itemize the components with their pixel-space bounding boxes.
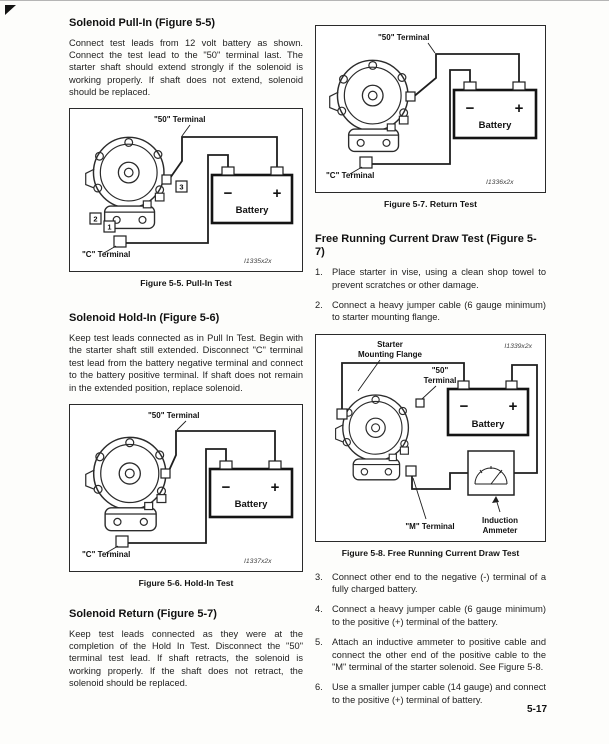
battery: [212, 167, 292, 223]
step-text: Attach an inductive ammeter to positive cable and connect the other end of the positive cable to the "M" terminal of the starter solenoid. See Figure 5-8.: [332, 637, 546, 672]
label-50-line1: "50": [431, 365, 449, 375]
m-terminal-clamp: [406, 466, 416, 476]
label-m-terminal: "M" Terminal: [405, 521, 455, 531]
arrowhead: [492, 496, 499, 503]
step-number: 1.: [315, 267, 323, 278]
scan-corner-mark: [5, 5, 16, 15]
step-number: 4.: [315, 604, 323, 615]
figure-ref: I1335x2x: [244, 258, 272, 266]
label-c-terminal: "C" Terminal: [82, 549, 131, 559]
battery-plus: +: [514, 100, 524, 117]
caption-figure-5-7: Figure 5-7. Return Test: [384, 199, 477, 209]
leader-50: [182, 125, 190, 136]
battery-label: Battery: [235, 205, 269, 217]
label-c-terminal: "C" Terminal: [82, 250, 131, 260]
battery-minus: −: [221, 478, 231, 496]
step-6: [315, 681, 546, 706]
terminal-clamp: [406, 92, 415, 101]
label-50-terminal: "50" Terminal: [378, 33, 430, 42]
battery: [448, 381, 528, 435]
heading-solenoid-pull-in: Solenoid Pull-In (Figure 5-5): [69, 17, 216, 29]
step-4: [315, 603, 546, 628]
starter-motor-illustration: [86, 437, 166, 530]
label-induction-line2: Ammeter: [482, 525, 518, 535]
battery-minus: −: [465, 100, 475, 117]
step-3: [315, 571, 546, 596]
wire-m-terminal-lead: [412, 473, 468, 489]
figure-5-7: [315, 25, 546, 193]
terminal-clamp: [162, 175, 171, 184]
leader-50: [422, 386, 436, 399]
caption-figure-5-8: Figure 5-8. Free Running Current Draw Test: [341, 547, 520, 558]
c-terminal-clamp: [360, 157, 372, 168]
step-text: Connect a heavy jumper cable (6 gauge minimum) to the positive (+) terminal of the battery.: [332, 604, 546, 627]
c-terminal-clamp: [116, 536, 128, 547]
figure-5-8-diagram: [316, 335, 545, 541]
figure-5-6: [69, 404, 303, 572]
paragraph-solenoid-return: Keep test leads connected as they were at the completion of the Hold In Test. Disconnect the "50" terminal test lead. If shaft retracts, the solenoid is working properly. If the shaft does not retract, the solenoid should be replaced.: [69, 628, 303, 688]
step-number: 6.: [315, 682, 323, 693]
figure-5-5: [69, 108, 303, 272]
battery-label: Battery: [234, 498, 268, 510]
callout-1: [104, 221, 115, 232]
battery-label: Battery: [471, 418, 505, 430]
starter-motor-illustration: [330, 60, 408, 151]
figure-ref: I1337x2x: [244, 557, 272, 565]
steps-3-6: [315, 571, 546, 706]
heading-free-running-test: Free Running Current Draw Test (Figure 5-7): [315, 233, 537, 258]
battery: [454, 82, 536, 138]
label-induction-line1: Induction: [482, 515, 518, 525]
battery: [210, 461, 292, 517]
step-number: 2.: [315, 300, 323, 310]
step-number: 5.: [315, 637, 323, 648]
figure-5-8: [315, 334, 546, 542]
step-text: Place starter in vise, using a clean shop towel to prevent scratches or other damage.: [332, 267, 546, 290]
callout-2: [90, 213, 101, 224]
label-c-terminal: "C" Terminal: [326, 171, 375, 180]
caption-figure-5-6: Figure 5-6. Hold-In Test: [138, 577, 234, 588]
c-terminal-clamp: [114, 236, 126, 247]
battery-plus: +: [270, 478, 280, 496]
label-starter-flange-line2: Mounting Flange: [358, 349, 422, 359]
heading-solenoid-return: Solenoid Return (Figure 5-7): [69, 607, 217, 620]
figure-5-7-diagram: [316, 26, 545, 192]
step-text: Connect other end to the negative (-) terminal of a fully charged battery.: [332, 571, 546, 595]
battery-plus: +: [508, 397, 518, 415]
heading-solenoid-hold-in: Solenoid Hold-In (Figure 5-6): [69, 312, 220, 325]
battery-minus: −: [223, 185, 233, 203]
battery-label: Battery: [478, 120, 512, 131]
label-50-terminal: "50" Terminal: [154, 115, 206, 125]
svg-text:2: 2: [93, 214, 98, 224]
page-number: 5-17: [526, 704, 547, 715]
induction-ammeter: [468, 451, 514, 495]
leader-50: [177, 421, 186, 430]
svg-text:1: 1: [107, 222, 112, 232]
svg-text:3: 3: [179, 182, 184, 192]
figure-ref: I1336x2x: [486, 179, 514, 186]
step-1: [315, 266, 546, 291]
label-50-terminal: "50" Terminal: [148, 410, 200, 420]
paragraph-hold-in: Keep test leads connected as in Pull In Test. Begin with the starter shaft still extended. Disconnect "C" terminal test lead from the battery negative terminal and connect to the battery positive terminal. If shaft does not remain in the extended position, replace solenoid.: [69, 333, 303, 393]
50-terminal-stud: [416, 399, 424, 407]
flange-clamp: [337, 409, 347, 419]
step-text: Connect a heavy jumper cable (6 gauge minimum) to starter mounting flange.: [332, 300, 546, 323]
steps-1-2: [315, 266, 546, 323]
callout-3: [176, 181, 187, 192]
step-5: [315, 636, 546, 673]
starter-motor-illustration: [336, 395, 409, 480]
paragraph-pull-in: Connect test leads from 12 volt battery as shown. Connect the test lead to the "50" terminal last. The starter shaft should extend strongly if the solenoid is working properly. If shaft does not extend, solenoid should be replaced.: [69, 37, 303, 98]
battery-minus: −: [459, 397, 469, 415]
right-column: [315, 15, 546, 714]
leader-m: [413, 478, 426, 519]
battery-plus: +: [272, 185, 282, 203]
left-column: [69, 17, 303, 689]
label-starter-flange-line1: Starter: [377, 339, 403, 349]
figure-5-5-diagram: [70, 109, 302, 271]
step-text: Use a smaller jumper cable (14 gauge) and connect to the positive (+) terminal of battery.: [332, 682, 546, 705]
leader-flange: [358, 360, 380, 391]
figure-ref: I1339x2x: [504, 342, 532, 350]
figure-5-6-diagram: [70, 405, 302, 571]
step-number: 3.: [315, 571, 323, 582]
label-50-line2: Terminal: [423, 375, 457, 385]
leader-50: [428, 43, 435, 53]
terminal-clamp: [161, 469, 170, 478]
step-2: [315, 299, 546, 324]
caption-figure-5-5: Figure 5-5. Pull-In Test: [140, 278, 232, 289]
